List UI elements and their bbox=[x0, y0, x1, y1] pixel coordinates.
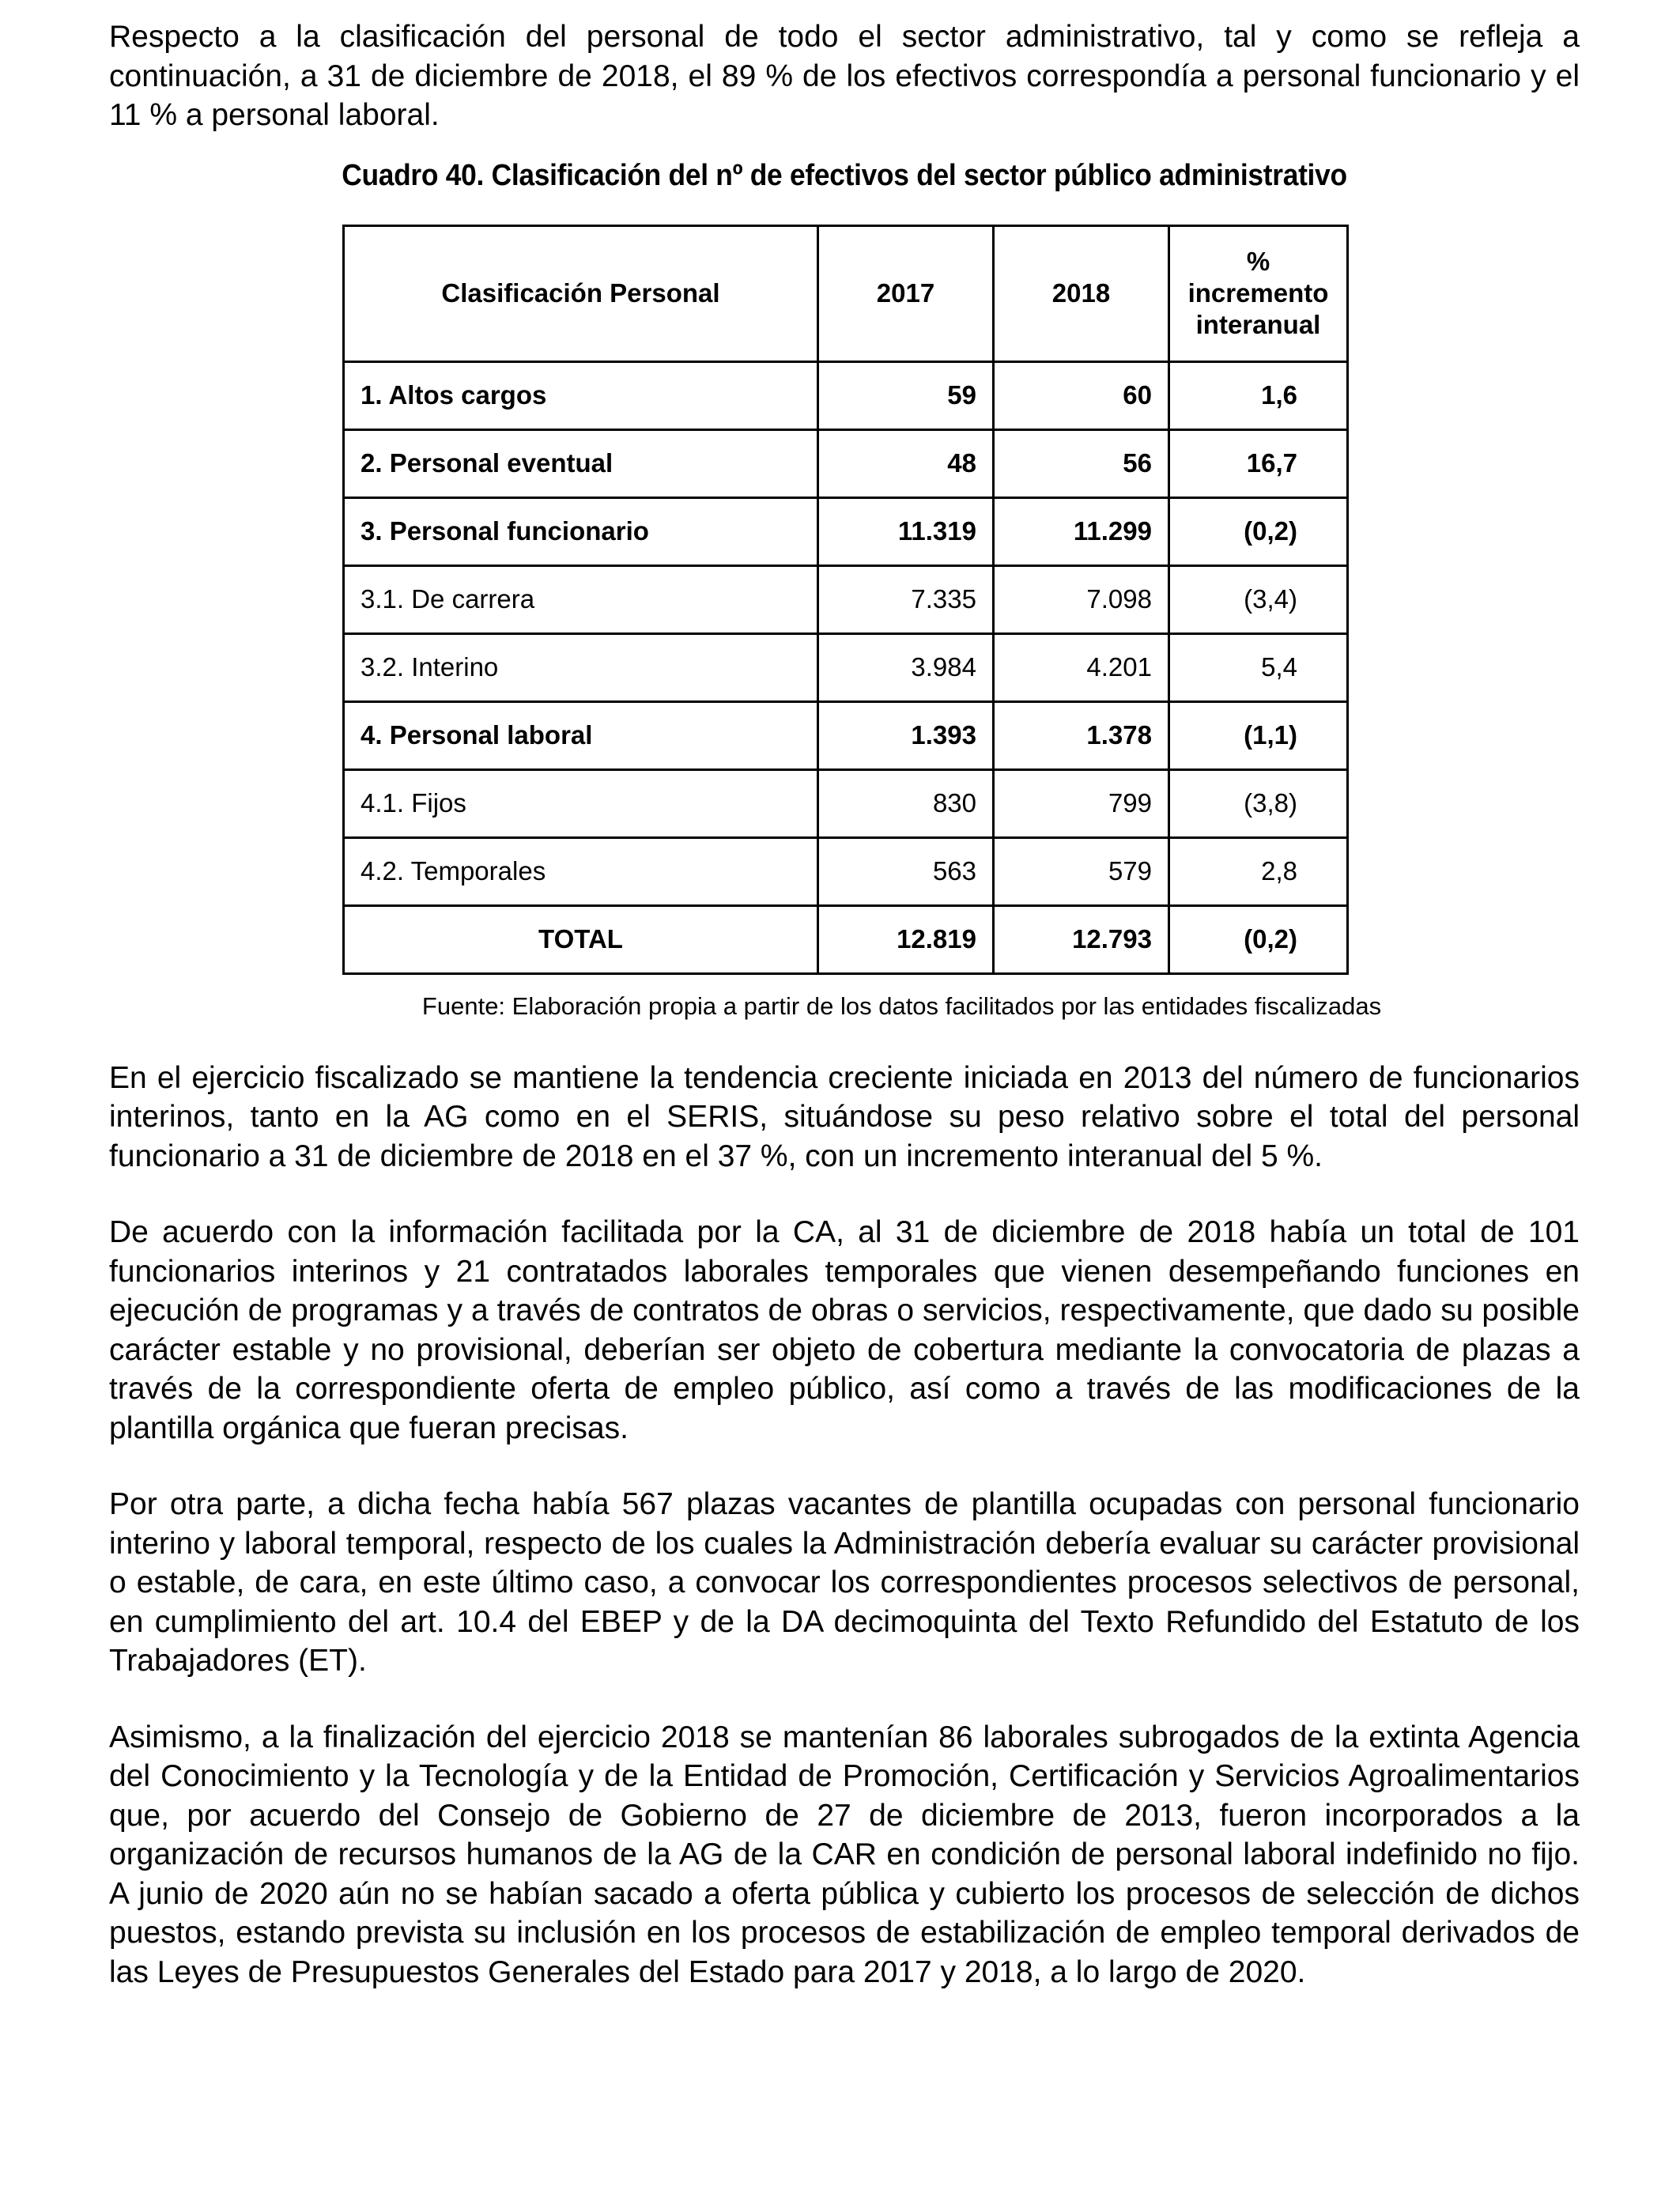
table-header-row bbox=[344, 225, 1348, 361]
row-2017: 830 bbox=[818, 769, 994, 837]
row-2018: 799 bbox=[994, 769, 1169, 837]
row-2017: 11.319 bbox=[818, 497, 994, 565]
total-2018: 12.793 bbox=[994, 905, 1169, 973]
table-row bbox=[344, 701, 1348, 769]
row-2018: 60 bbox=[994, 361, 1169, 429]
paragraph-2: De acuerdo con la información facilitada por la CA, al 31 de diciembre de 2018 había un total de 101 funcionarios interinos y 21 contratados laborales temporales que vienen desempeñando funciones en ejecución de programas y a través de contratos de obras o servicios, respectivamente, que dado su posible carácter estable y no provisional, deberían ser objeto de cobertura mediante la convocatoria de plazas a través de la correspondiente oferta de empleo público, así como a través de las modificaciones de la plantilla orgánica que fueran precisas. bbox=[109, 1215, 1580, 1445]
header-2018: 2018 bbox=[994, 225, 1169, 361]
header-pct-line3: interanual bbox=[1195, 310, 1321, 339]
row-label: 4.2. Temporales bbox=[344, 837, 818, 905]
table-row bbox=[344, 429, 1348, 497]
intro-paragraph: Respecto a la clasificación del personal de todo el sector administrativo, tal y como se refleja a continuación, a 31 de diciembre de 2018, el 89 % de los efectivos correspondía a personal funcionario y el 11 % a personal laboral. bbox=[109, 20, 1580, 132]
total-label: TOTAL bbox=[344, 905, 818, 973]
paragraph-4: Asimismo, a la finalización del ejercicio 2018 se mantenían 86 laborales subrogados de la extinta Agencia del Conocimiento y la Tecnología y de la Entidad de Promoción, Certificación y Servicios Agroalimentarios que, por acuerdo del Consejo de Gobierno de 27 de diciembre de 2013, fueron incorporados a la organización de recursos humanos de la AG de la CAR en condición de personal laboral indefinido no fijo. A junio de 2020 aún no se habían sacado a oferta pública y cubierto los procesos de selección de dichos puestos, estando prevista su inclusión en los procesos de estabilización de empleo temporal derivados de las Leyes de Presupuestos Generales del Estado para 2017 y 2018, a lo largo de 2020. bbox=[109, 1720, 1580, 1989]
row-pct: 5,4 bbox=[1169, 633, 1348, 701]
row-label: 3.1. De carrera bbox=[344, 565, 818, 633]
row-label: 1. Altos cargos bbox=[344, 361, 818, 429]
row-pct: (3,8) bbox=[1169, 769, 1348, 837]
row-label: 4. Personal laboral bbox=[344, 701, 818, 769]
table-row bbox=[344, 361, 1348, 429]
total-pct: (0,2) bbox=[1169, 905, 1348, 973]
row-pct: (1,1) bbox=[1169, 701, 1348, 769]
row-2018: 56 bbox=[994, 429, 1169, 497]
row-2017: 1.393 bbox=[818, 701, 994, 769]
row-pct: 2,8 bbox=[1169, 837, 1348, 905]
table-caption: Cuadro 40. Clasificación del nº de efectivos del sector público administrativo bbox=[342, 158, 1347, 192]
row-2017: 3.984 bbox=[818, 633, 994, 701]
header-pct-increment bbox=[1169, 225, 1348, 361]
table-row bbox=[344, 497, 1348, 565]
row-pct: (3,4) bbox=[1169, 565, 1348, 633]
row-label: 4.1. Fijos bbox=[344, 769, 818, 837]
row-2017: 7.335 bbox=[818, 565, 994, 633]
row-pct: 1,6 bbox=[1169, 361, 1348, 429]
row-2018: 579 bbox=[994, 837, 1169, 905]
personnel-table bbox=[342, 225, 1349, 975]
table-row bbox=[344, 769, 1348, 837]
table-row bbox=[344, 837, 1348, 905]
row-2018: 7.098 bbox=[994, 565, 1169, 633]
table-total-row bbox=[344, 905, 1348, 973]
total-2017: 12.819 bbox=[818, 905, 994, 973]
row-pct: 16,7 bbox=[1169, 429, 1348, 497]
row-label: 2. Personal eventual bbox=[344, 429, 818, 497]
row-2018: 11.299 bbox=[994, 497, 1169, 565]
paragraph-3: Por otra parte, a dicha fecha había 567 plazas vacantes de plantilla ocupadas con personal funcionario interino y laboral temporal, respecto de los cuales la Administración debería evaluar su carácter provisional o estable, de cara, en este último caso, a convocar los correspondientes procesos selectivos de personal, en cumplimiento del art. 10.4 del EBEP y de la DA decimoquinta del Texto Refundido del Estatuto de los Trabajadores (ET). bbox=[109, 1487, 1580, 1678]
row-pct: (0,2) bbox=[1169, 497, 1348, 565]
header-pct-line2: incremento bbox=[1187, 278, 1329, 308]
row-2018: 4.201 bbox=[994, 633, 1169, 701]
row-2018: 1.378 bbox=[994, 701, 1169, 769]
row-label: 3.2. Interino bbox=[344, 633, 818, 701]
row-2017: 59 bbox=[818, 361, 994, 429]
document-page bbox=[109, 17, 1580, 1992]
table-row bbox=[344, 633, 1348, 701]
header-2017: 2017 bbox=[818, 225, 994, 361]
header-classification: Clasificación Personal bbox=[344, 225, 818, 361]
row-label: 3. Personal funcionario bbox=[344, 497, 818, 565]
row-2017: 563 bbox=[818, 837, 994, 905]
paragraph-1: En el ejercicio fiscalizado se mantiene la tendencia creciente iniciada en 2013 del número de funcionarios interinos, tanto en la AG como en el SERIS, situándose su peso relativo sobre el total del personal funcionario a 31 de diciembre de 2018 en el 37 %, con un incremento interanual del 5 %. bbox=[109, 1060, 1580, 1173]
table-row bbox=[344, 565, 1348, 633]
row-2017: 48 bbox=[818, 429, 994, 497]
header-pct-line1: % bbox=[1246, 247, 1270, 276]
table-source: Fuente: Elaboración propia a partir de los datos facilitados por las entidades fiscalizadas bbox=[421, 991, 1382, 1020]
